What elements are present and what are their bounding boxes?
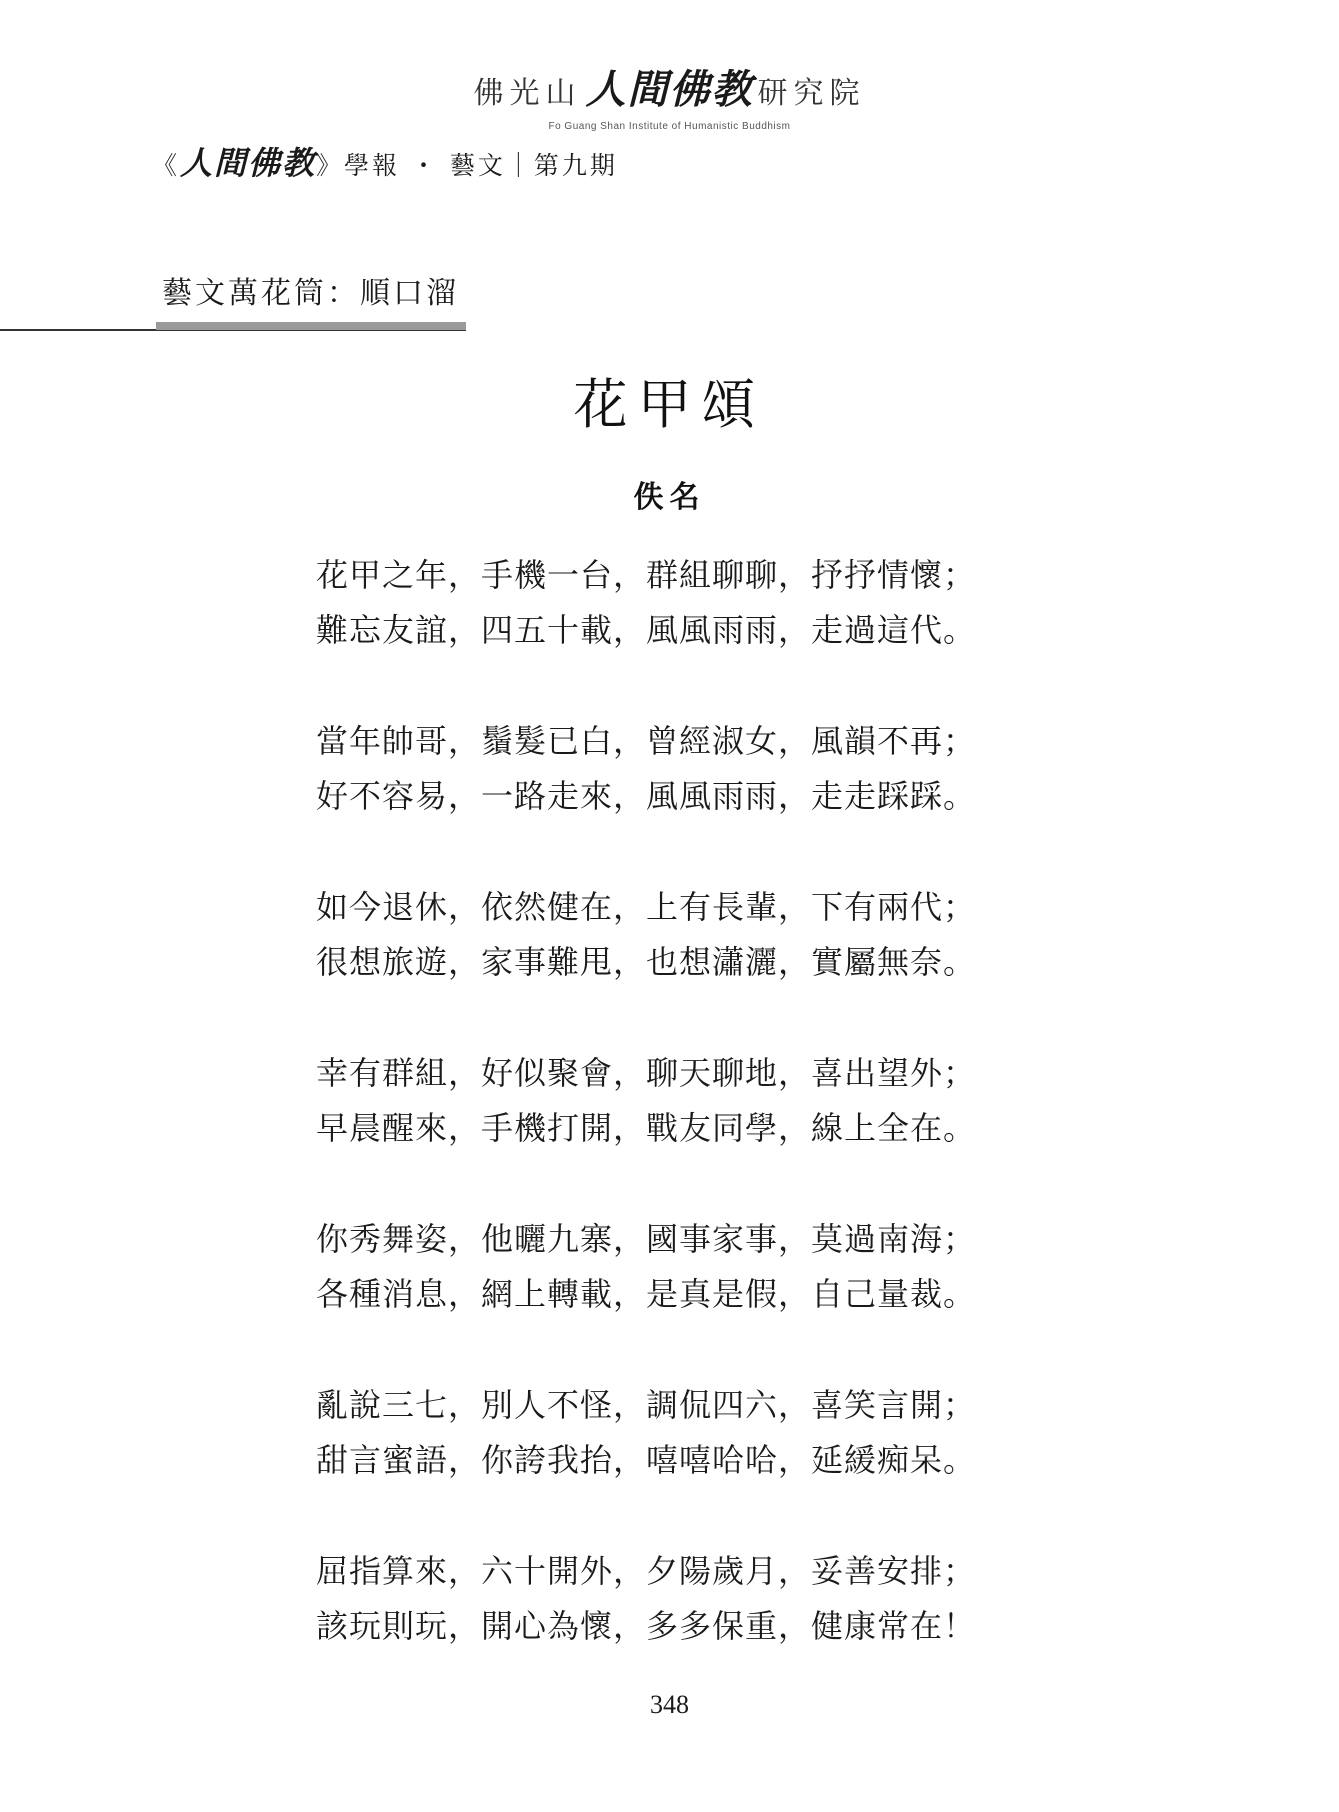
poem-line: 該玩則玩，開心為懷，多多保重，健康常在！	[316, 1607, 977, 1645]
poem-body	[316, 548, 1016, 1710]
poem-line: 亂說三七，別人不怪，調侃四六，喜笑言開；	[316, 1386, 977, 1424]
journal-header	[152, 138, 618, 184]
stanza	[316, 548, 1016, 658]
poem-line: 幸有群組，好似聚會，聊天聊地，喜出望外；	[316, 1054, 977, 1092]
stanza	[316, 1544, 1016, 1654]
institute-header	[0, 58, 1339, 132]
poem-line: 很想旅遊，家事難甩，也想瀟灑，實屬無奈。	[316, 943, 977, 981]
poem-line: 屈指算來，六十開外，夕陽歲月，妥善安排；	[316, 1552, 977, 1590]
poem-line: 早晨醒來，手機打開，戰友同學，線上全在。	[316, 1109, 977, 1147]
institute-name	[0, 58, 1339, 115]
poem-line: 各種消息，網上轉載，是真是假，自己量裁。	[316, 1275, 977, 1313]
institute-name-english: Fo Guang Shan Institute of Humanistic Buddhism	[548, 121, 791, 132]
stanza	[316, 714, 1016, 824]
poem-author: 佚名	[633, 480, 706, 515]
poem-line: 當年帥哥，鬚髮已白，曾經淑女，風韻不再；	[316, 722, 977, 760]
stanza	[316, 1212, 1016, 1322]
poem-line: 花甲之年，手機一台，群組聊聊，抒抒情懷；	[316, 556, 977, 594]
institute-name-suffix: 研究院	[757, 76, 866, 111]
poem-line: 甜言蜜語，你誇我抬，嘻嘻哈哈，延緩痴呆。	[316, 1441, 977, 1479]
journal-logo-calligraphy: 人間佛教	[180, 144, 317, 182]
poem-title: 花甲頌	[573, 373, 766, 436]
poem-line: 如今退休，依然健在，上有長輩，下有兩代；	[316, 888, 977, 926]
poem-line: 好不容易，一路走來，風風雨雨，走走踩踩。	[316, 777, 977, 815]
institute-name-prefix: 佛光山	[473, 76, 582, 111]
section-rule-thick	[156, 322, 466, 330]
section-title: 藝文萬花筒：順口溜	[162, 276, 459, 311]
stanza	[316, 880, 1016, 990]
poem-line: 你秀舞姿，他曬九寨，國事家事，莫過南海；	[316, 1220, 977, 1258]
institute-logo-calligraphy: 人間佛教	[585, 66, 754, 113]
poem-line: 難忘友誼，四五十載，風風雨雨，走過這代。	[316, 611, 977, 649]
stanza	[316, 1046, 1016, 1156]
journal-open-bracket: 《	[152, 151, 181, 180]
journal-issue-info: 》學報 ・ 藝文｜第九期	[316, 151, 618, 180]
stanza	[316, 1378, 1016, 1488]
page-number: 348	[650, 1690, 689, 1719]
